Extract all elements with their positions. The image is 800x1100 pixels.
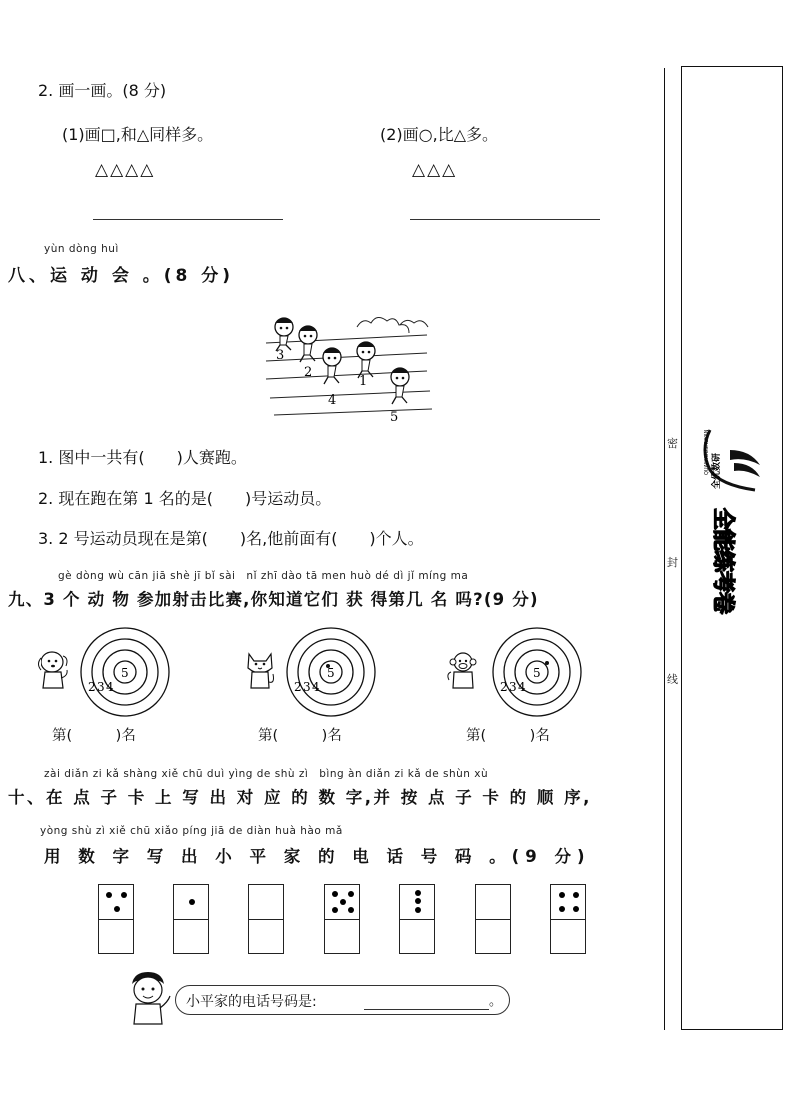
rank-answer-2[interactable]: 第( )名 [258,728,342,744]
target-ring-label: 3 [303,680,311,694]
triangle-group-four: △△△△ [95,160,156,180]
cat-icon [244,650,276,692]
dot-card-7 [550,884,586,954]
card-number-field[interactable] [174,921,208,953]
triangle-group-three: △△△ [412,160,458,180]
target-ring-label: 2 [500,680,508,694]
target-ring-label: 2 [294,680,302,694]
card-dot [348,891,354,897]
q9-pinyin: gè dòng wù cān jiā shè jī bǐ sài nǐ zhī dào tā men huò dé dì jǐ míng ma [58,570,469,582]
card-dot [348,907,354,913]
q8-header: 八、运 动 会 。(8 分) [8,266,235,286]
race-illustration [262,305,434,423]
card-dot [415,890,421,896]
q8-question-2: 2. 现在跑在第 1 名的是( )号运动员。 [38,489,332,508]
q7-2-sub2: (2)画○,比△多。 [380,125,499,144]
target-ring-label: 4 [518,680,526,694]
dog-icon [36,648,70,692]
rank-answer-3[interactable]: 第( )名 [466,728,550,744]
target-ring-label: 3 [97,680,105,694]
dot-card-6 [475,884,511,954]
card-dot [114,906,120,912]
runner-number: 5 [390,410,399,423]
answer-line-1[interactable] [93,219,283,220]
target-ring-label: 4 [312,680,320,694]
dot-card-1 [98,884,134,954]
phone-end-mark: 。 [489,994,503,1009]
target-ring-label: 3 [509,680,517,694]
seal-label-mi: 密 [667,437,678,450]
card-dot [121,892,127,898]
brand-logo-icon [690,425,770,495]
q7-2-title: 2. 画一画。(8 分) [38,81,167,100]
brand-name: 全优数研 [712,452,722,489]
q9-header: 九、3 个 动 物 参加射击比赛,你知道它们 获 得第几 名 吗?(9 分) [8,590,539,609]
q10-header-1: 十、在 点 子 卡 上 写 出 对 应 的 数 字,并 按 点 子 卡 的 顺 序, [8,788,592,807]
q10-header-2: 用 数 字 写 出 小 平 家 的 电 话 号 码 。(9 分) [44,847,591,866]
target-3 [490,625,584,719]
card-dot [573,892,579,898]
runner-number: 4 [328,393,337,408]
boy-icon [124,970,172,1026]
target-ring-label: 5 [121,666,129,680]
phone-number-box [175,985,510,1015]
card-dot [415,907,421,913]
monkey-icon [445,650,481,692]
runner-number: 3 [276,348,285,363]
card-dot [415,898,421,904]
answer-line-2[interactable] [410,219,600,220]
runner-number: 2 [304,365,313,380]
phone-answer-field[interactable] [364,991,489,1010]
q10-pinyin-1: zài diǎn zi kǎ shàng xiě chū duì yìng de shù zì bìng àn diǎn zi kǎ de shùn xù [44,768,489,780]
phone-label: 小平家的电话号码是: [186,994,317,1010]
card-dot [340,899,346,905]
card-dot [573,906,579,912]
dot-card-4 [324,884,360,954]
dot-card-3 [248,884,284,954]
q7-2-sub1: (1)画□,和△同样多。 [62,125,214,144]
brand-pinyin: QUANYOUSHUYAN [704,429,710,475]
seal-label-feng: 封 [667,556,678,569]
runner-number: 1 [359,374,368,389]
card-number-field[interactable] [99,921,133,953]
card-dot [106,892,112,898]
target-ring-label: 4 [106,680,114,694]
card-dot [332,907,338,913]
card-dot [332,891,338,897]
card-dot [559,906,565,912]
target-2 [284,625,378,719]
binding-line [664,68,665,1030]
card-number-field[interactable] [325,921,359,953]
q8-question-3: 3. 2 号运动员现在是第( )名,他前面有( )个人。 [38,529,424,548]
target-ring-label: 5 [327,666,335,680]
card-number-field[interactable] [551,921,585,953]
card-number-field[interactable] [476,921,510,953]
bullet-hole [545,661,549,665]
runner-1 [357,342,375,378]
runner-5 [391,368,409,404]
runner-3 [275,318,293,351]
card-number-field[interactable] [400,921,434,953]
q8-question-1: 1. 图中一共有( )人赛跑。 [38,448,247,467]
dot-card-2 [173,884,209,954]
card-dot [189,899,195,905]
card-dot [559,892,565,898]
target-ring-label: 5 [533,666,541,680]
target-1 [78,625,172,719]
rank-answer-1[interactable]: 第( )名 [52,728,136,744]
runner-4 [323,348,341,384]
q10-pinyin-2: yòng shù zì xiě chū xiǎo píng jiā de diàn huà hào mǎ [40,825,343,837]
dot-card-5 [399,884,435,954]
seal-label-xian: 线 [667,673,678,686]
card-number-field[interactable] [249,921,283,953]
q8-pinyin: yùn dòng huì [44,243,119,255]
target-ring-label: 2 [88,680,96,694]
runner-2 [299,326,317,362]
logo-title: 全能练考卷 [710,508,735,614]
